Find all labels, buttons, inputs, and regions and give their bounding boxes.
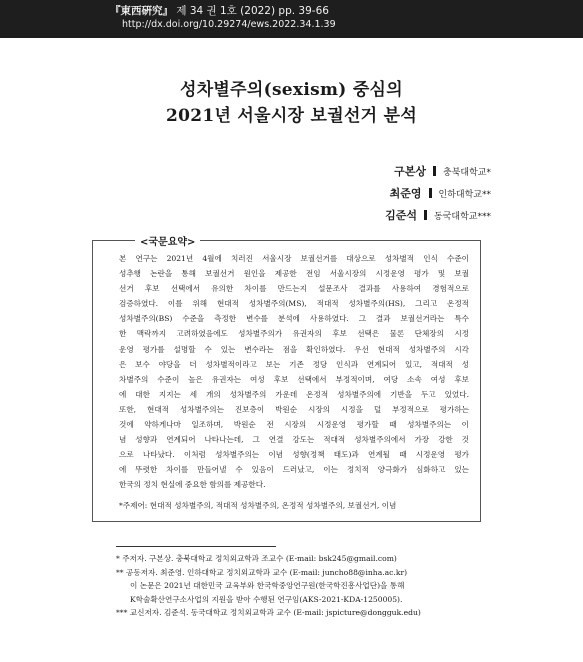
journal-doi[interactable]: http://dx.doi.org/10.29274/ews.2022.34.1.39 bbox=[122, 19, 336, 30]
author-row bbox=[385, 160, 491, 182]
abstract-line: 성추행 논란을 통해 보궐선거 원인을 제공한 전임 서울시장의 시정운영 평가 및 보궐 bbox=[119, 269, 469, 279]
author-name: 구본상 bbox=[394, 165, 427, 178]
abstract-line: 선거 후보 선택에서 유의한 차이를 만드는지 설문조사 결과를 사용하여 경험적으로 bbox=[119, 284, 469, 294]
abstract-body bbox=[119, 251, 469, 493]
author-name: 최준영 bbox=[389, 187, 422, 200]
author-affiliation: 동국대학교*** bbox=[434, 211, 491, 222]
abstract-line: 성차별주의(BS) 수준을 측정한 변수를 분석에 사용하였다. 그 결과 보궐선거라는 특수 bbox=[119, 314, 469, 324]
abstract-line: 념 성향과 연계되어 나타나는데, 그 연결 강도는 적대적 성차별주의에서 가장 강한 것 bbox=[119, 435, 469, 445]
footnote-text: * 주저자. 구본상. 충북대학교 정치외교학과 조교수 (E-mail: bsk245@gmail.com) bbox=[116, 554, 397, 563]
footnote-item bbox=[116, 552, 421, 566]
author-separator bbox=[433, 166, 436, 176]
footnote-item bbox=[116, 579, 421, 593]
journal-volume: 제 34 권 1호 (2022) pp. 39-66 bbox=[176, 5, 329, 17]
abstract-line: 운영 평가를 설명할 수 있는 변수라는 점을 확인하였다. 우선 현대적 성차별주의 시각 bbox=[119, 344, 469, 354]
author-row bbox=[385, 182, 491, 204]
paper-title-line2: 2021년 서울시장 보궐선거 분석 bbox=[165, 106, 418, 126]
footnote-item bbox=[116, 606, 421, 620]
abstract-line: 한 맥락까지 고려하였음에도 성차별주의가 유권자의 후보 선택은 물론 단체장의 시정 bbox=[119, 329, 469, 339]
journal-citation bbox=[110, 3, 329, 18]
journal-header bbox=[0, 0, 583, 38]
footnote-text: 이 논문은 2021년 대한민국 교육부와 한국학중앙연구원(한국학진흥사업단)을 통해 bbox=[130, 581, 405, 591]
author-separator bbox=[424, 210, 427, 220]
footnote-item bbox=[116, 593, 421, 607]
abstract-line: 검증하였다. 이를 위해 현대적 성차별주의(MS), 적대적 성차별주의(HS), 그리고 온정적 bbox=[119, 299, 469, 309]
footnote-divider bbox=[116, 546, 276, 547]
paper-title-line1: 성차별주의(sexism) 중심의 bbox=[179, 80, 404, 100]
author-list bbox=[385, 160, 491, 226]
abstract-line: 차별주의 수준이 높은 유권자는 여성 후보 선택에서 부정적이며, 여당 소속 여성 후보 bbox=[119, 374, 469, 384]
abstract-line: 것에 약하게나마 일조하며, 박원순 전 시장의 시정운영 평가할 때 성차별주의는 이 bbox=[119, 420, 469, 430]
abstract-line: 은 보수 야당을 더 성차별적이라고 보는 기존 정당 인식과 연계되어 있고, 적대적 성 bbox=[119, 359, 469, 369]
author-affiliation: 충북대학교* bbox=[443, 167, 491, 178]
abstract-line: 한국의 정치 현실에 중요한 함의를 제공한다. bbox=[119, 480, 266, 490]
journal-name: 『東西硏究』 bbox=[110, 5, 173, 17]
abstract-line: 또한, 현대적 성차별주의는 진보층이 박원순 시장의 시정을 덜 부정적으로 평가하는 bbox=[119, 404, 469, 414]
abstract-line: 에 대한 지지는 세 개의 성차별주의 가운데 온정적 성차별주의에 기반을 두고 있었다. bbox=[119, 389, 469, 399]
author-row bbox=[385, 204, 491, 226]
keywords: *주제어: 현대적 성차별주의, 적대적 성차별주의, 온정적 성차별주의, 보궐선거, 이념 bbox=[119, 501, 397, 510]
abstract-heading: <국문요약> bbox=[135, 233, 200, 248]
footnote-item bbox=[116, 566, 421, 580]
abstract-line: 에 뚜렷한 차이를 만들어낼 수 있음이 드러났고, 이는 정치적 양극화가 심화하고 있는 bbox=[119, 465, 469, 475]
author-affiliation: 인하대학교** bbox=[438, 189, 491, 200]
footnote-text: ** 공동저자. 최준영. 인하대학교 정치외교학과 교수 (E-mail: juncho88@inha.ac.kr) bbox=[116, 567, 408, 577]
abstract-line: 본 연구는 2021년 4월에 치러진 서울시장 보궐선거를 대상으로 성차별적 인식 수준이 bbox=[119, 254, 469, 263]
author-name: 김준석 bbox=[385, 209, 418, 222]
author-separator bbox=[429, 188, 432, 198]
footnotes bbox=[116, 552, 421, 620]
abstract-line: 으로 나타났다. 이처럼 성차별주의는 이념 성향(정책 태도)과 연계될 때 시정운영 평가 bbox=[119, 450, 469, 460]
footnote-text: *** 교신저자. 김준석. 동국대학교 정치외교학과 교수 (E-mail: jspicture@dongguk.edu) bbox=[116, 608, 421, 618]
footnote-text: K학술확산연구소사업의 지원을 받아 수행된 연구임(AKS-2021-KDA-1250005). bbox=[130, 594, 403, 604]
